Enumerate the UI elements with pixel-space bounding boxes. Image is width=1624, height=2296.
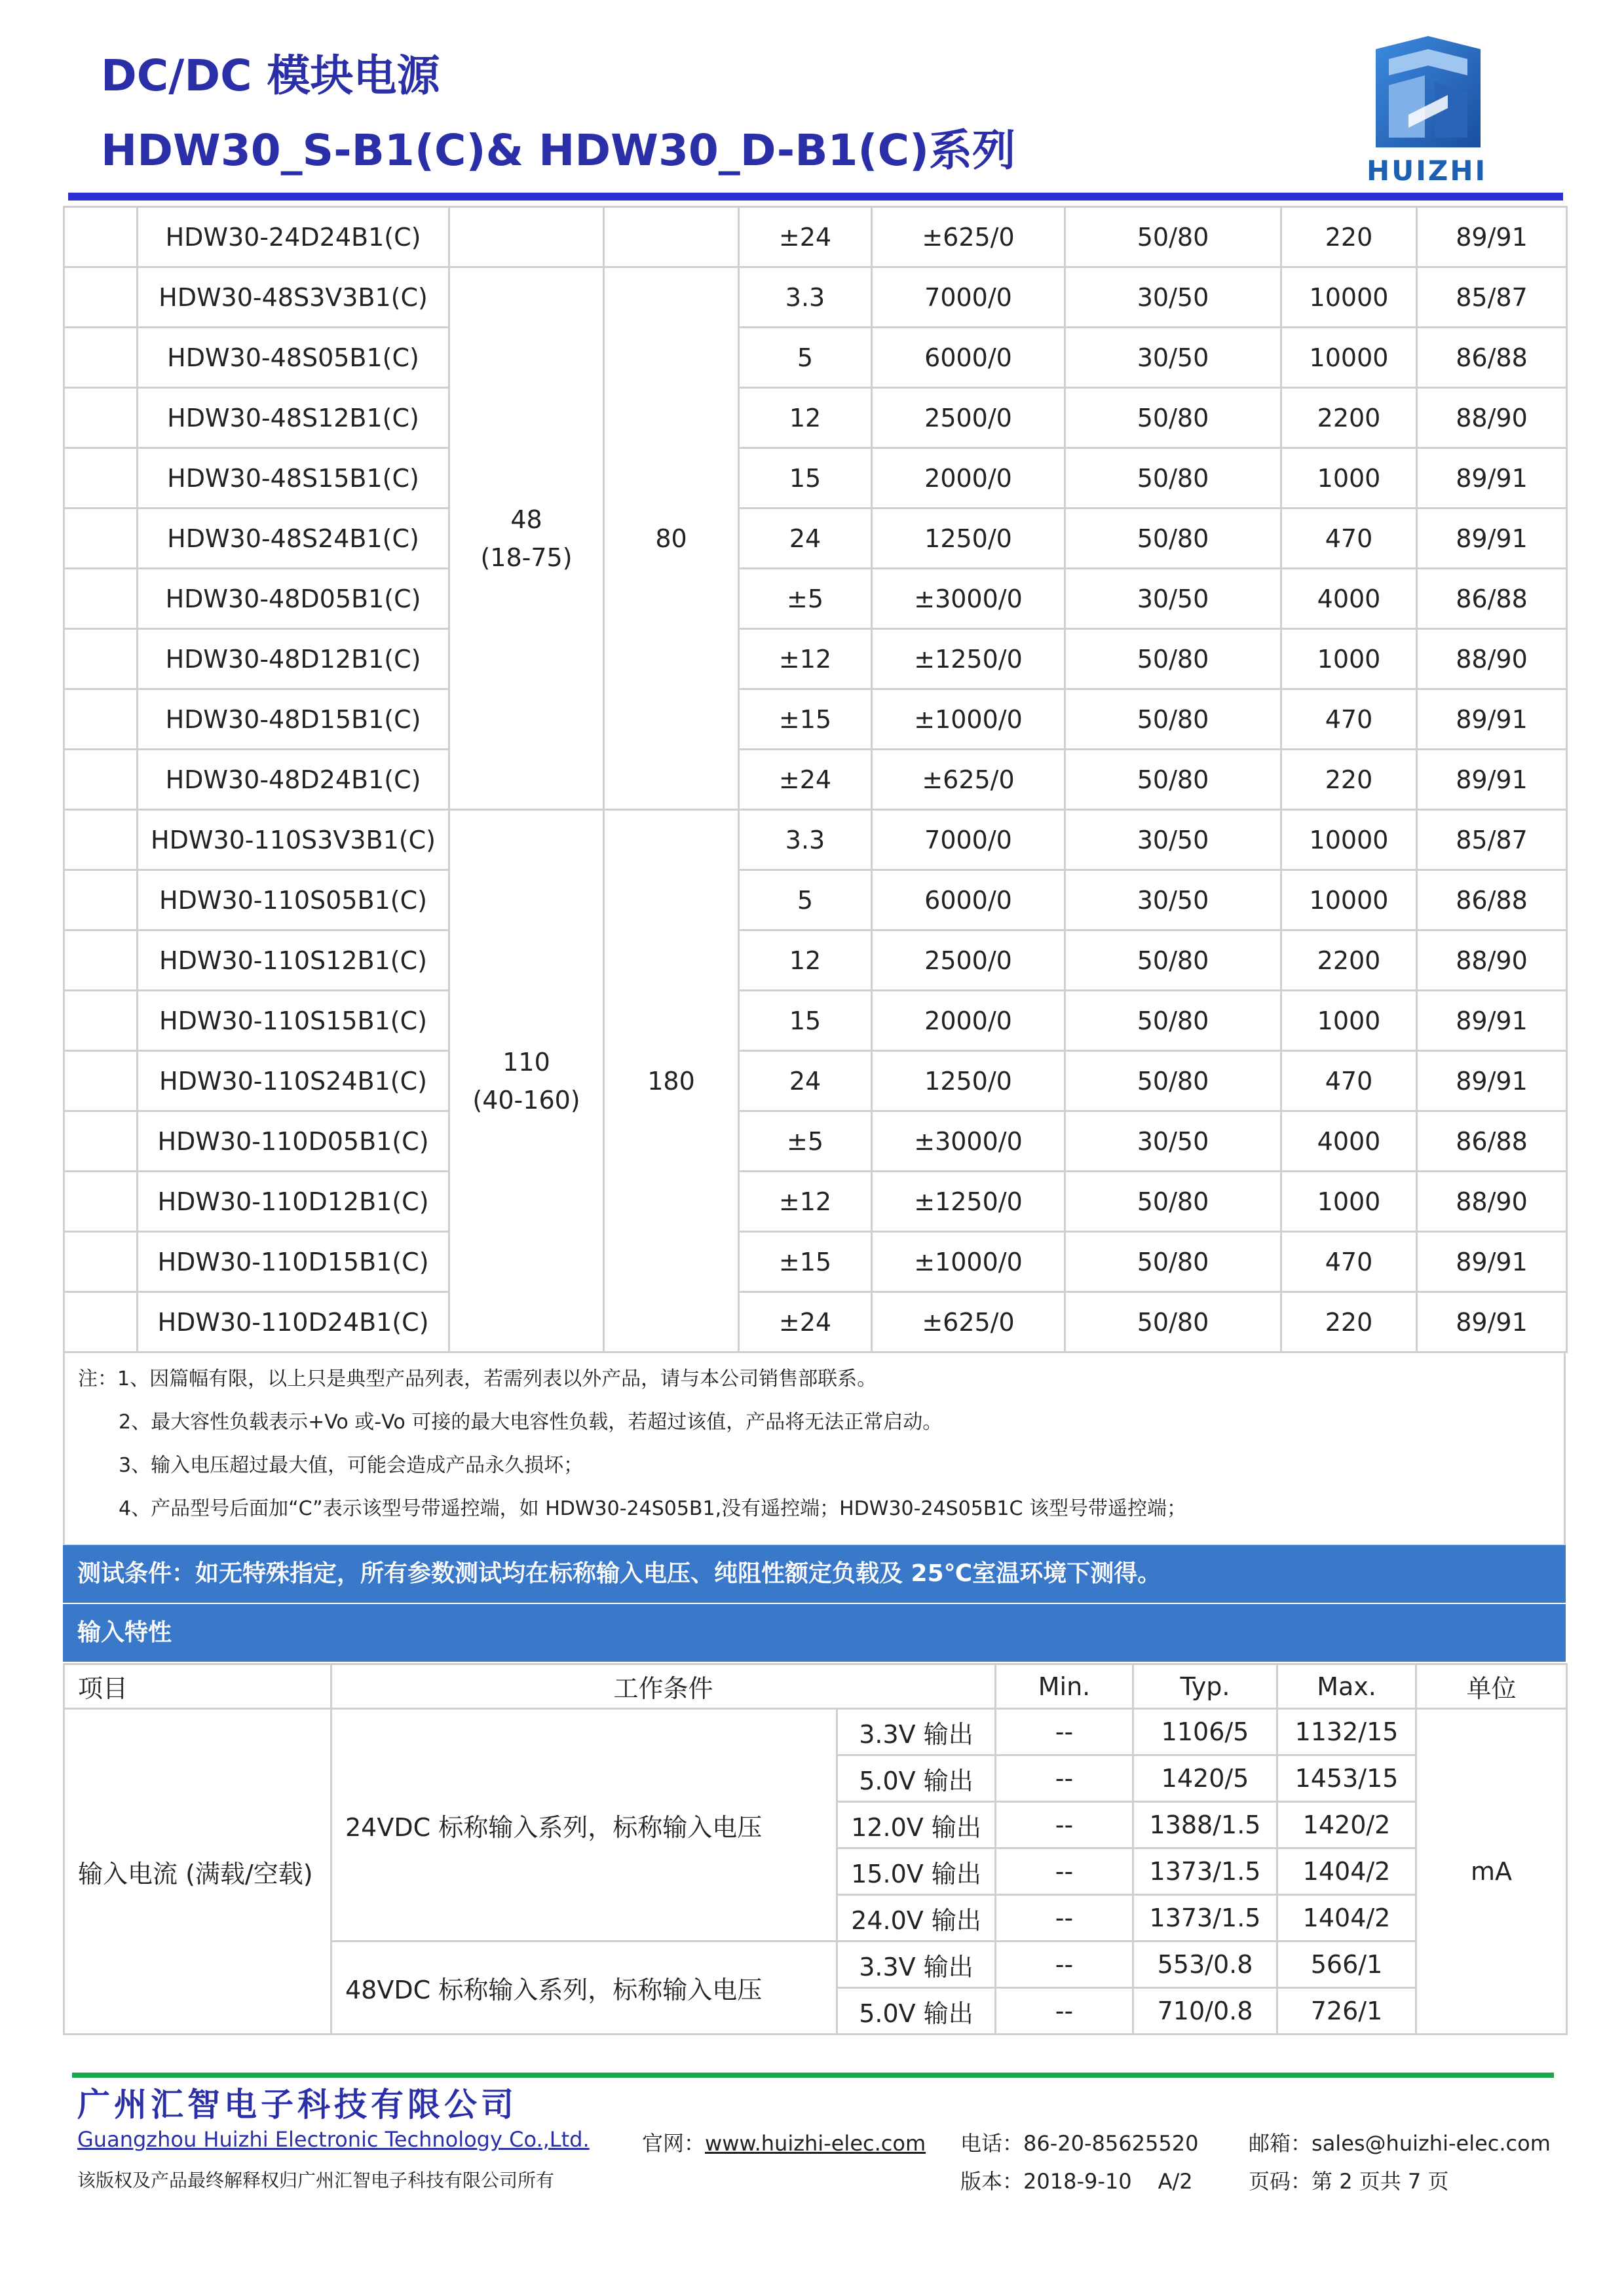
ripple-cell: 30/50 bbox=[1065, 1111, 1281, 1172]
model-cell: HDW30-110S24B1(C) bbox=[138, 1051, 449, 1111]
max-value: 566/1 bbox=[1277, 1942, 1416, 1988]
cap-cell: 470 bbox=[1281, 508, 1417, 569]
blank-cell bbox=[64, 1051, 138, 1111]
vout-cell: 15 bbox=[739, 991, 872, 1051]
min-value: -- bbox=[996, 1988, 1133, 2035]
test-conditions-banner: 测试条件：如无特殊指定，所有参数测试均在标称输入电压、纯阻性额定负载及 25℃室温环境下测得。 bbox=[63, 1545, 1566, 1603]
email-address[interactable]: sales@huizhi-elec.com bbox=[1312, 2131, 1551, 2156]
cap-cell: 4000 bbox=[1281, 569, 1417, 629]
typ-value: 1106/5 bbox=[1133, 1709, 1277, 1755]
iout-cell: ±1000/0 bbox=[872, 1232, 1065, 1292]
min-value: -- bbox=[996, 1709, 1133, 1755]
cap-cell: 2200 bbox=[1281, 388, 1417, 448]
iout-cell: 2000/0 bbox=[872, 448, 1065, 508]
table-row bbox=[64, 1111, 1567, 1172]
series-title: HDW30_S-B1(C)& HDW30_D-B1(C)系列 bbox=[101, 125, 1016, 176]
ripple-cell: 50/80 bbox=[1065, 508, 1281, 569]
ripple-cell: 50/80 bbox=[1065, 207, 1281, 267]
iout-cell: 2500/0 bbox=[872, 388, 1065, 448]
eff-cell: 85/87 bbox=[1417, 267, 1567, 328]
eff-cell: 89/91 bbox=[1417, 207, 1567, 267]
cap-cell: 470 bbox=[1281, 1051, 1417, 1111]
blank-cell bbox=[64, 810, 138, 870]
table-row bbox=[64, 991, 1567, 1051]
company-name-cn: 广州汇智电子科技有限公司 bbox=[77, 2086, 518, 2124]
vin-nominal: 48 bbox=[510, 505, 542, 534]
copyright-text: 该版权及产品最终解释权归广州汇智电子科技有限公司所有 bbox=[77, 2170, 555, 2191]
table-row bbox=[64, 870, 1567, 930]
ripple-cell: 50/80 bbox=[1065, 1051, 1281, 1111]
website-link[interactable]: www.huizhi-elec.com bbox=[705, 2131, 926, 2156]
model-cell: HDW30-48D24B1(C) bbox=[138, 750, 449, 810]
header-typ: Typ. bbox=[1133, 1664, 1277, 1709]
output-label: 3.3V 输出 bbox=[837, 1942, 996, 1988]
blank-cell bbox=[64, 1232, 138, 1292]
ripple-cell: 50/80 bbox=[1065, 448, 1281, 508]
input-spec-table bbox=[63, 1663, 1568, 2035]
company-name-en[interactable]: Guangzhou Huizhi Electronic Technology Co.,Ltd. bbox=[77, 2127, 590, 2152]
phone-number: 86-20-85625520 bbox=[1023, 2131, 1199, 2156]
table-row bbox=[64, 1172, 1567, 1232]
eff-cell: 89/91 bbox=[1417, 508, 1567, 569]
model-cell: HDW30-24D24B1(C) bbox=[138, 207, 449, 267]
ripple-cell: 50/80 bbox=[1065, 930, 1281, 991]
table-row bbox=[64, 1051, 1567, 1111]
output-label: 3.3V 输出 bbox=[837, 1709, 996, 1755]
page-title: DC/DC 模块电源 bbox=[101, 50, 440, 101]
header-item: 项目 bbox=[64, 1664, 331, 1709]
input-characteristics-heading: 输入特性 bbox=[63, 1604, 1566, 1662]
vout-cell: ±15 bbox=[739, 689, 872, 750]
max-value: 726/1 bbox=[1277, 1988, 1416, 2035]
table-row bbox=[64, 1292, 1567, 1352]
eff-cell: 86/88 bbox=[1417, 1111, 1567, 1172]
blank-cell bbox=[64, 1172, 138, 1232]
note-2: 2、最大容性负载表示+Vo 或-Vo 可接的最大电容性负载，若超过该值，产品将无法正常启动。 bbox=[119, 1411, 943, 1434]
model-cell: HDW30-48S05B1(C) bbox=[138, 328, 449, 388]
output-label: 12.0V 输出 bbox=[837, 1802, 996, 1848]
typ-value: 1420/5 bbox=[1133, 1755, 1277, 1802]
page-number-block bbox=[1249, 2165, 1448, 2195]
note-3: 3、输入电压超过最大值，可能会造成产品永久损坏； bbox=[119, 1454, 584, 1477]
cap-cell: 220 bbox=[1281, 207, 1417, 267]
table-row bbox=[64, 629, 1567, 689]
model-cell: HDW30-110S3V3B1(C) bbox=[138, 810, 449, 870]
ripple-cell: 30/50 bbox=[1065, 328, 1281, 388]
vout-cell: ±5 bbox=[739, 569, 872, 629]
blank-cell bbox=[64, 508, 138, 569]
eff-cell: 88/90 bbox=[1417, 629, 1567, 689]
blank-cell bbox=[64, 750, 138, 810]
ripple-cell: 50/80 bbox=[1065, 1232, 1281, 1292]
blank-cell bbox=[64, 448, 138, 508]
ripple-cell: 30/50 bbox=[1065, 810, 1281, 870]
vout-cell: 15 bbox=[739, 448, 872, 508]
iout-cell: 7000/0 bbox=[872, 810, 1065, 870]
spec-header-row bbox=[64, 1664, 1567, 1709]
eff-cell: 89/91 bbox=[1417, 448, 1567, 508]
table-row bbox=[64, 207, 1567, 267]
output-label: 5.0V 输出 bbox=[837, 1988, 996, 2035]
eff-cell: 89/91 bbox=[1417, 1232, 1567, 1292]
vout-cell: 24 bbox=[739, 508, 872, 569]
iout-cell: 2500/0 bbox=[872, 930, 1065, 991]
cap-cell: 220 bbox=[1281, 750, 1417, 810]
output-label: 15.0V 输出 bbox=[837, 1848, 996, 1895]
website-block bbox=[642, 2127, 926, 2157]
max-value: 1404/2 bbox=[1277, 1895, 1416, 1942]
vin-max-cell bbox=[604, 207, 739, 267]
blank-cell bbox=[64, 267, 138, 328]
model-cell: HDW30-48S3V3B1(C) bbox=[138, 267, 449, 328]
header-max: Max. bbox=[1277, 1664, 1416, 1709]
blank-cell bbox=[64, 1111, 138, 1172]
output-label: 24.0V 输出 bbox=[837, 1895, 996, 1942]
ripple-cell: 30/50 bbox=[1065, 870, 1281, 930]
ripple-cell: 50/80 bbox=[1065, 991, 1281, 1051]
max-value: 1404/2 bbox=[1277, 1848, 1416, 1895]
logo-text: HUIZHI bbox=[1367, 155, 1488, 187]
footer-rule bbox=[72, 2073, 1554, 2078]
vin-max-cell: 80 bbox=[604, 267, 739, 810]
cap-cell: 2200 bbox=[1281, 930, 1417, 991]
ripple-cell: 50/80 bbox=[1065, 750, 1281, 810]
vin-cell bbox=[449, 810, 604, 1352]
min-value: -- bbox=[996, 1848, 1133, 1895]
table-row bbox=[64, 267, 1567, 328]
vout-cell: 24 bbox=[739, 1051, 872, 1111]
ripple-cell: 30/50 bbox=[1065, 569, 1281, 629]
max-value: 1453/15 bbox=[1277, 1755, 1416, 1802]
cap-cell: 1000 bbox=[1281, 1172, 1417, 1232]
eff-cell: 89/91 bbox=[1417, 689, 1567, 750]
cap-cell: 4000 bbox=[1281, 1111, 1417, 1172]
blank-cell bbox=[64, 388, 138, 448]
eff-cell: 88/90 bbox=[1417, 930, 1567, 991]
typ-value: 1373/1.5 bbox=[1133, 1895, 1277, 1942]
model-cell: HDW30-110D15B1(C) bbox=[138, 1232, 449, 1292]
vout-cell: 3.3 bbox=[739, 810, 872, 870]
model-cell: HDW30-110S15B1(C) bbox=[138, 991, 449, 1051]
typ-value: 553/0.8 bbox=[1133, 1942, 1277, 1988]
vout-cell: ±12 bbox=[739, 629, 872, 689]
ripple-cell: 50/80 bbox=[1065, 388, 1281, 448]
ripple-cell: 50/80 bbox=[1065, 1172, 1281, 1232]
model-cell: HDW30-110D24B1(C) bbox=[138, 1292, 449, 1352]
iout-cell: ±1000/0 bbox=[872, 689, 1065, 750]
condition-24v: 24VDC 标称输入系列，标称输入电压 bbox=[331, 1709, 837, 1942]
phone-block bbox=[960, 2127, 1198, 2157]
min-value: -- bbox=[996, 1802, 1133, 1848]
model-cell: HDW30-110S12B1(C) bbox=[138, 930, 449, 991]
iout-cell: 2000/0 bbox=[872, 991, 1065, 1051]
email-block bbox=[1249, 2127, 1551, 2157]
min-value: -- bbox=[996, 1755, 1133, 1802]
ripple-cell: 50/80 bbox=[1065, 1292, 1281, 1352]
vin-cell bbox=[449, 267, 604, 810]
revision: A/2 bbox=[1158, 2169, 1193, 2194]
notes-box bbox=[63, 1352, 1566, 1546]
iout-cell: ±625/0 bbox=[872, 207, 1065, 267]
table-row bbox=[64, 1232, 1567, 1292]
spec-unit: mA bbox=[1416, 1709, 1567, 2035]
typ-value: 710/0.8 bbox=[1133, 1988, 1277, 2035]
vin-nominal: 110 bbox=[502, 1047, 550, 1077]
eff-cell: 86/88 bbox=[1417, 870, 1567, 930]
blank-cell bbox=[64, 991, 138, 1051]
eff-cell: 89/91 bbox=[1417, 991, 1567, 1051]
eff-cell: 89/91 bbox=[1417, 1051, 1567, 1111]
blank-cell bbox=[64, 930, 138, 991]
ripple-cell: 50/80 bbox=[1065, 629, 1281, 689]
blank-cell bbox=[64, 569, 138, 629]
vout-cell: ±24 bbox=[739, 1292, 872, 1352]
page-number: 第 2 页共 7 页 bbox=[1312, 2169, 1449, 2194]
max-value: 1420/2 bbox=[1277, 1802, 1416, 1848]
version-label: 版本： bbox=[960, 2169, 1024, 2194]
model-cell: HDW30-110D12B1(C) bbox=[138, 1172, 449, 1232]
vout-cell: 3.3 bbox=[739, 267, 872, 328]
product-table bbox=[63, 206, 1568, 1353]
cap-cell: 1000 bbox=[1281, 448, 1417, 508]
model-cell: HDW30-48D15B1(C) bbox=[138, 689, 449, 750]
iout-cell: ±625/0 bbox=[872, 1292, 1065, 1352]
vout-cell: 5 bbox=[739, 870, 872, 930]
cap-cell: 470 bbox=[1281, 689, 1417, 750]
blank-cell bbox=[64, 629, 138, 689]
phone-label: 电话： bbox=[960, 2131, 1024, 2156]
output-label: 5.0V 输出 bbox=[837, 1755, 996, 1802]
vin-cell bbox=[449, 207, 604, 267]
typ-value: 1388/1.5 bbox=[1133, 1802, 1277, 1848]
typ-value: 1373/1.5 bbox=[1133, 1848, 1277, 1895]
cap-cell: 220 bbox=[1281, 1292, 1417, 1352]
table-row bbox=[64, 508, 1567, 569]
model-cell: HDW30-48S24B1(C) bbox=[138, 508, 449, 569]
iout-cell: 6000/0 bbox=[872, 328, 1065, 388]
cap-cell: 1000 bbox=[1281, 629, 1417, 689]
version-date: 2018-9-10 bbox=[1023, 2169, 1132, 2194]
spec-item: 输入电流 (满载/空载) bbox=[64, 1709, 331, 2035]
note-4: 4、产品型号后面加“C”表示该型号带遥控端，如 HDW30-24S05B1,没有遥控端；HDW30-24S05B1C 该型号带遥控端； bbox=[119, 1497, 1186, 1520]
min-value: -- bbox=[996, 1895, 1133, 1942]
blank-cell bbox=[64, 1292, 138, 1352]
vout-cell: ±24 bbox=[739, 750, 872, 810]
model-cell: HDW30-48S15B1(C) bbox=[138, 448, 449, 508]
min-value: -- bbox=[996, 1942, 1133, 1988]
model-cell: HDW30-48S12B1(C) bbox=[138, 388, 449, 448]
header-min: Min. bbox=[996, 1664, 1133, 1709]
vout-cell: 12 bbox=[739, 388, 872, 448]
blank-cell bbox=[64, 689, 138, 750]
model-cell: HDW30-48D05B1(C) bbox=[138, 569, 449, 629]
table-row bbox=[64, 689, 1567, 750]
eff-cell: 88/90 bbox=[1417, 1172, 1567, 1232]
iout-cell: ±625/0 bbox=[872, 750, 1065, 810]
iout-cell: 1250/0 bbox=[872, 1051, 1065, 1111]
website-label: 官网： bbox=[642, 2131, 706, 2156]
model-cell: HDW30-48D12B1(C) bbox=[138, 629, 449, 689]
vin-max-cell: 180 bbox=[604, 810, 739, 1352]
iout-cell: 1250/0 bbox=[872, 508, 1065, 569]
iout-cell: ±3000/0 bbox=[872, 1111, 1065, 1172]
header-rule bbox=[68, 193, 1563, 201]
iout-cell: ±3000/0 bbox=[872, 569, 1065, 629]
ripple-cell: 30/50 bbox=[1065, 267, 1281, 328]
header-unit: 单位 bbox=[1416, 1664, 1567, 1709]
blank-cell bbox=[64, 870, 138, 930]
eff-cell: 89/91 bbox=[1417, 750, 1567, 810]
email-label: 邮箱： bbox=[1249, 2131, 1312, 2156]
page-label: 页码： bbox=[1249, 2169, 1312, 2194]
model-cell: HDW30-110D05B1(C) bbox=[138, 1111, 449, 1172]
cap-cell: 1000 bbox=[1281, 991, 1417, 1051]
max-value: 1132/15 bbox=[1277, 1709, 1416, 1755]
vout-cell: ±15 bbox=[739, 1232, 872, 1292]
blank-cell bbox=[64, 207, 138, 267]
eff-cell: 85/87 bbox=[1417, 810, 1567, 870]
model-cell: HDW30-110S05B1(C) bbox=[138, 870, 449, 930]
vout-cell: ±5 bbox=[739, 1111, 872, 1172]
vout-cell: 5 bbox=[739, 328, 872, 388]
vout-cell: ±12 bbox=[739, 1172, 872, 1232]
cap-cell: 10000 bbox=[1281, 870, 1417, 930]
note-1: 注：1、因篇幅有限，以上只是典型产品列表，若需列表以外产品，请与本公司销售部联系。 bbox=[78, 1368, 877, 1390]
blank-cell bbox=[64, 328, 138, 388]
cap-cell: 470 bbox=[1281, 1232, 1417, 1292]
table-row bbox=[64, 328, 1567, 388]
table-row bbox=[64, 810, 1567, 870]
table-row bbox=[64, 569, 1567, 629]
iout-cell: ±1250/0 bbox=[872, 1172, 1065, 1232]
vout-cell: 12 bbox=[739, 930, 872, 991]
cap-cell: 10000 bbox=[1281, 810, 1417, 870]
eff-cell: 86/88 bbox=[1417, 569, 1567, 629]
cap-cell: 10000 bbox=[1281, 328, 1417, 388]
iout-cell: ±1250/0 bbox=[872, 629, 1065, 689]
version-block bbox=[960, 2165, 1193, 2195]
table-row bbox=[64, 750, 1567, 810]
header-condition: 工作条件 bbox=[331, 1664, 996, 1709]
vin-range: (18-75) bbox=[480, 543, 573, 572]
iout-cell: 7000/0 bbox=[872, 267, 1065, 328]
eff-cell: 89/91 bbox=[1417, 1292, 1567, 1352]
iout-cell: 6000/0 bbox=[872, 870, 1065, 930]
table-row bbox=[64, 930, 1567, 991]
ripple-cell: 50/80 bbox=[1065, 689, 1281, 750]
table-row bbox=[64, 448, 1567, 508]
vin-range: (40-160) bbox=[472, 1085, 580, 1115]
table-row bbox=[64, 388, 1567, 448]
condition-48v: 48VDC 标称输入系列，标称输入电压 bbox=[331, 1942, 837, 2035]
cap-cell: 10000 bbox=[1281, 267, 1417, 328]
eff-cell: 88/90 bbox=[1417, 388, 1567, 448]
eff-cell: 86/88 bbox=[1417, 328, 1567, 388]
table-row bbox=[64, 1709, 1567, 1755]
vout-cell: ±24 bbox=[739, 207, 872, 267]
